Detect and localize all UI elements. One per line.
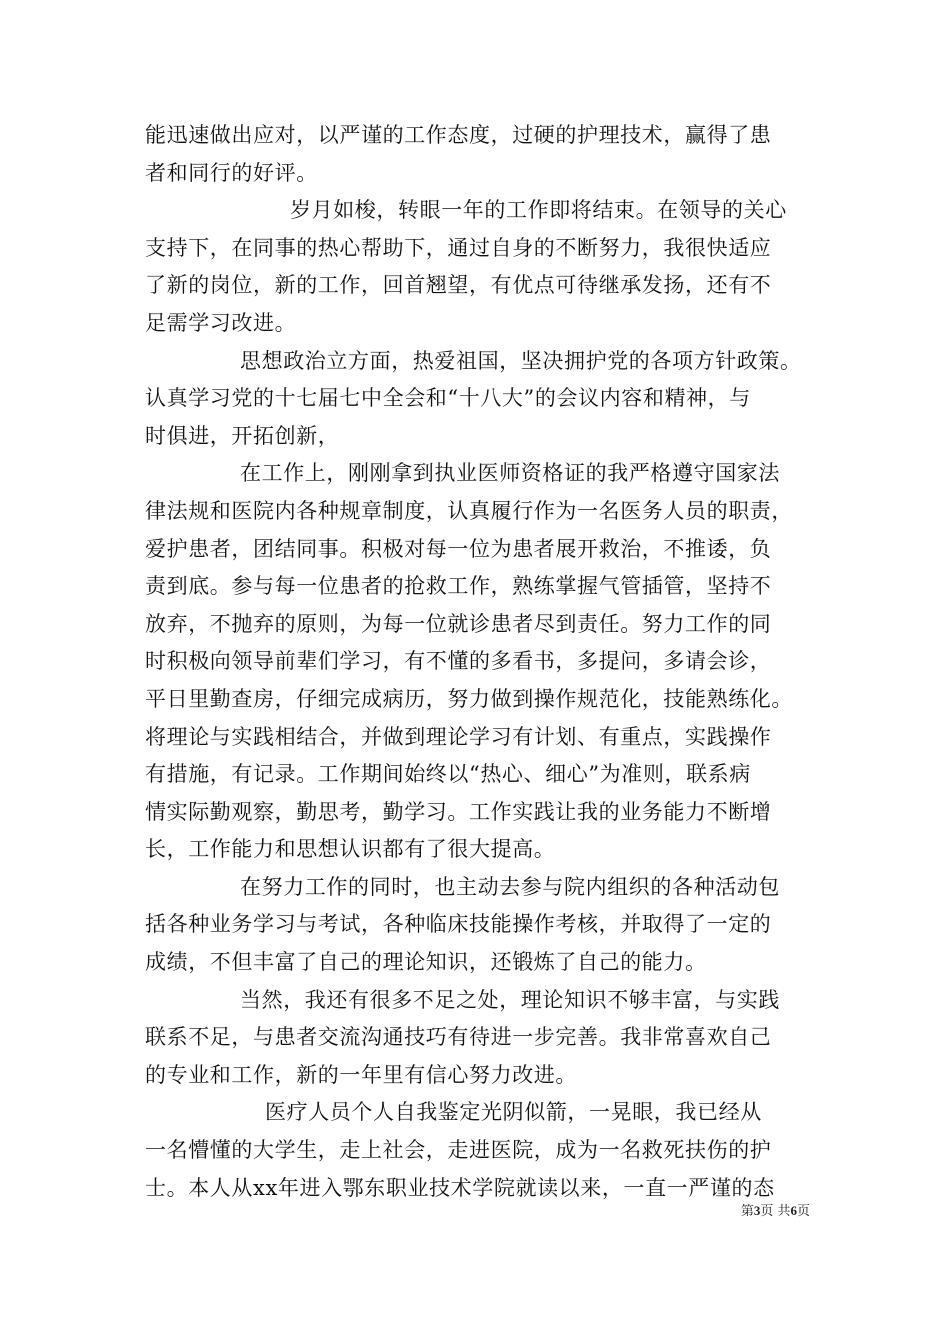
text-line: 者和同行的好评。 (145, 160, 318, 185)
text-line: 联系不足，与患者交流沟通技巧有待进一步完善。我非常喜欢自己 (145, 1025, 772, 1050)
text-line: 律法规和医院内各种规章制度，认真履行作为一名医务人员的职责， (145, 498, 793, 523)
text-line: 责到底。参与每一位患者的抢救工作，熟练掌握气管插管，坚持不 (145, 574, 772, 599)
footer-middle: 页 共 (760, 1204, 791, 1219)
text-line: 认真学习党的十七届七中全会和“十八大”的会议内容和精神，与 (145, 386, 751, 411)
total-pages-number: 6 (790, 1203, 797, 1218)
paragraph-start: 医疗人员个人自我鉴定光阴似箭，一晃眼，我已经从 (265, 1100, 762, 1125)
text-line: 平日里勤查房，仔细完成病历，努力做到操作规范化，技能熟练化。 (145, 686, 793, 711)
footer-prefix: 第 (740, 1204, 754, 1219)
current-page-number: 3 (753, 1203, 761, 1218)
text-line: 括各种业务学习与考试，各种临床技能操作考核，并取得了一定的 (145, 912, 772, 937)
body-text (145, 117, 815, 1207)
text-line: 将理论与实践相结合，并做到理论学习有计划、有重点，实践操作 (145, 724, 772, 749)
text-line: 长，工作能力和思想认识都有了很大提高。 (145, 837, 556, 862)
text-line: 时俱进，开拓创新， (145, 423, 340, 448)
text-line: 的专业和工作，新的一年里有信心努力改进。 (145, 1062, 577, 1087)
text-line: 爱护患者，团结同事。积极对每一位为患者展开救治，不推诿，负 (145, 536, 772, 561)
text-line: 有措施，有记录。工作期间始终以“热心、细心”为准则，联系病 (145, 762, 751, 787)
text-line: 时积极向领导前辈们学习，有不懂的多看书，多提问，多请会诊， (145, 649, 772, 674)
footer-suffix: 页 (796, 1204, 810, 1219)
paragraph-start: 思想政治立方面，热爱祖国，坚决拥护党的各项方针政策。 (240, 348, 802, 373)
text-line: 能迅速做出应对，以严谨的工作态度，过硬的护理技术，赢得了患 (145, 123, 772, 147)
paragraph-start: 当然，我还有很多不足之处，理论知识不够丰富，与实践 (240, 987, 780, 1012)
text-line: 成绩，不但丰富了自己的理论知识，还锻炼了自己的能力。 (145, 950, 707, 975)
text-line: 支持下，在同事的热心帮助下，通过自身的不断努力，我很快适应 (145, 235, 772, 260)
text-line: 足需学习改进。 (145, 310, 297, 335)
text-line: 士。本人从xx年进入鄂东职业技术学院就读以来，一直一严谨的态 (145, 1175, 775, 1200)
text-line: 一名懵懂的大学生，走上社会，走进医院，成为一名救死扶伤的护 (145, 1138, 772, 1163)
paragraph-start: 岁月如梭，转眼一年的工作即将结束。在领导的关心 (290, 198, 787, 223)
text-line: 情实际勤观察，勤思考，勤学习。工作实践让我的业务能力不断增 (145, 799, 772, 824)
page-number-footer (690, 1202, 810, 1221)
paragraph-start: 在工作上，刚刚拿到执业医师资格证的我严格遵守国家法 (240, 461, 780, 486)
text-line: 了新的岗位，新的工作，回首翘望，有优点可待继承发扬，还有不 (145, 273, 772, 298)
text-line: 放弃，不抛弃的原则，为每一位就诊患者尽到责任。努力工作的同 (145, 611, 772, 636)
paragraph-start: 在努力工作的同时，也主动去参与院内组织的各种活动包 (240, 874, 780, 899)
